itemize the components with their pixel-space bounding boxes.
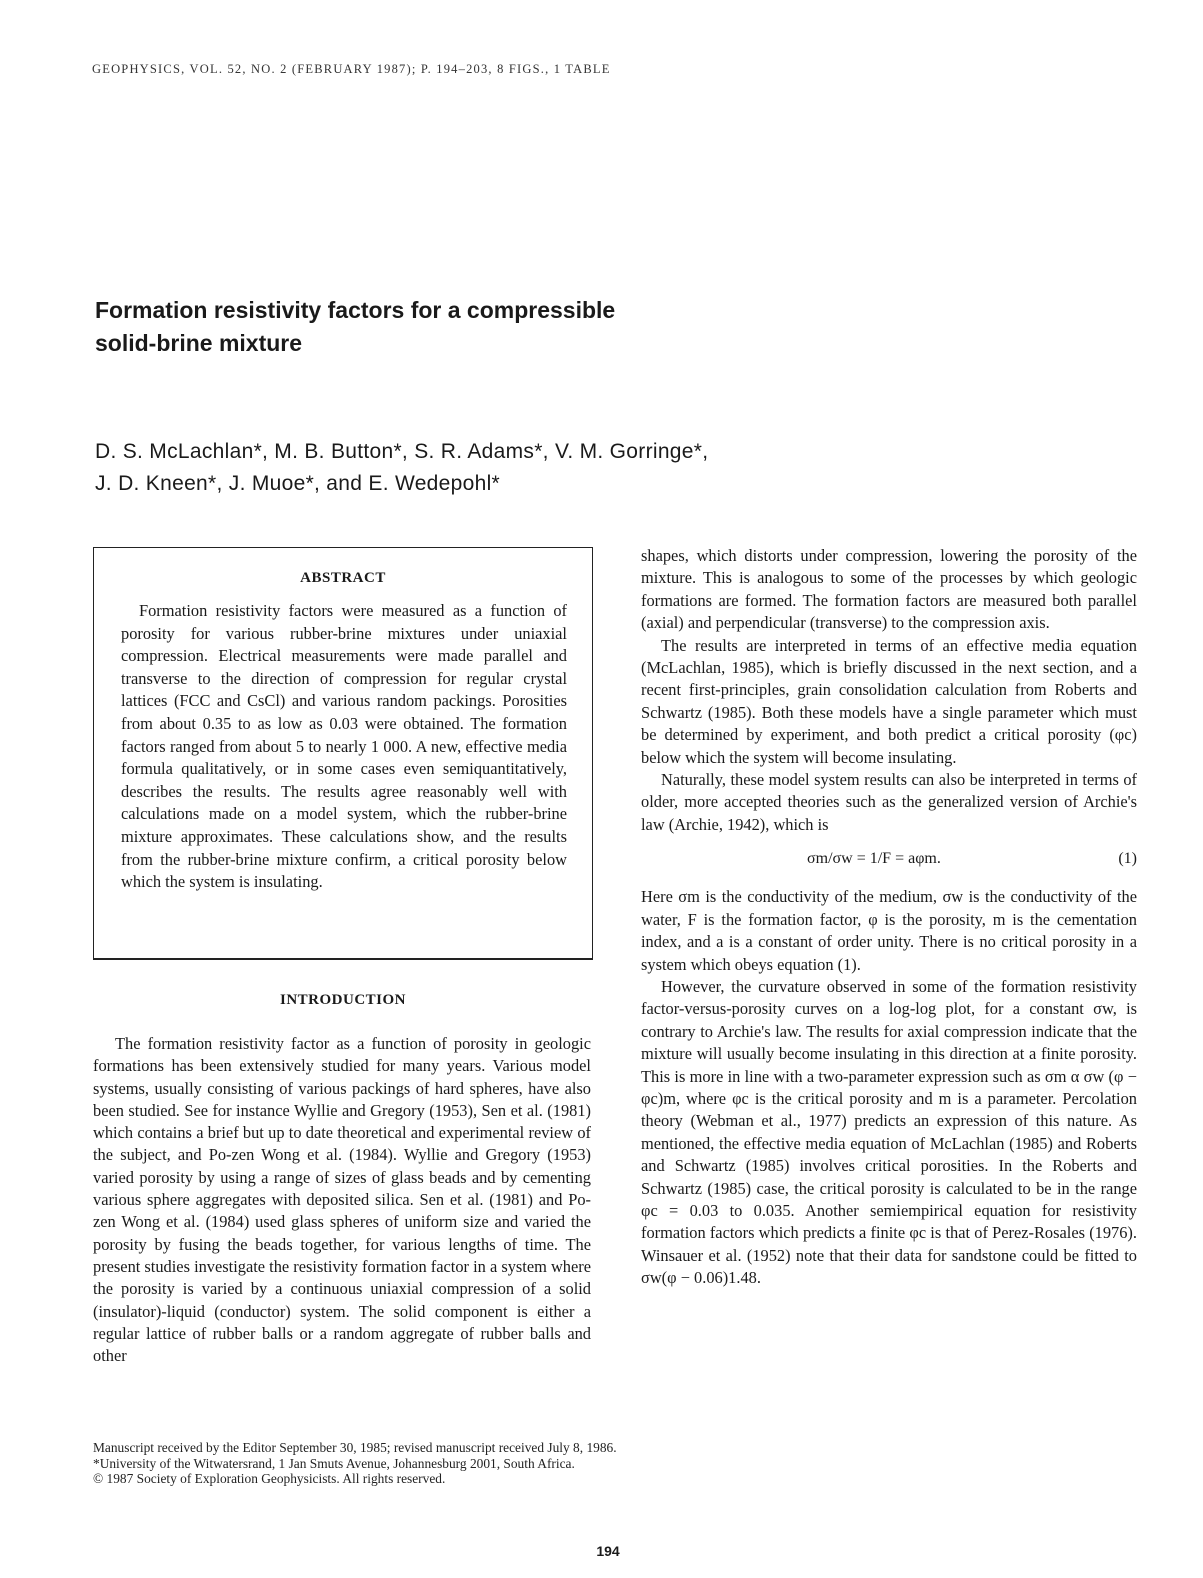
right-column [641,545,1137,1290]
paragraph-archie: Naturally, these model system results can also be interpreted in terms of older, more accepted theories such as the generalized version of Archie's law (Archie, 1942), which is [641,770,1137,834]
authors-line-2: J. D. Kneen*, J. Muoe*, and E. Wedepohl* [95,472,501,495]
equation-number: (1) [1118,850,1137,868]
article-title [95,294,855,360]
paragraph-shapes: shapes, which distorts under compression, lowering the porosity of the mixture. This is analogous to some of the processes by which geologic formations are formed. The formation factors are measured both parallel (axial) and perpendicular (transverse) to the compression axis. [641,546,1137,633]
abstract-heading: ABSTRACT [300,570,386,586]
paragraph-curvature: However, the curvature observed in some of the formation resistivity factor-versus-porosity curves on a log-log plot, for a constant σw, is contrary to Archie's law. The results for axial compression indicate that the mixture will usually become insulating in this direction at a finite porosity. This is more in line with a two-parameter expression such as σm α σw (φ − φc)m, where φc is the critical porosity and m is a parameter. Percolation theory (Webman et al., 1977) predicts an expression of this nature. As mentioned, the effective media equation of McLachlan (1985) and Roberts and Schwartz (1985) involves critical porosities. In the Roberts and Schwartz (1985) case, the critical porosity is calculated to be in the range φc = 0.03 to 0.035. Another semiempirical equation for resistivity formation factors which predicts a finite φc is that of Perez-Rosales (1976). Winsauer et al. (1952) note that their data for sandstone could be fitted to σw(φ − 0.06)1.48. [641,976,1137,1288]
page-number: 194 [596,1543,620,1559]
running-head: GEOPHYSICS, VOL. 52, NO. 2 (FEBRUARY 1987); P. 194–203, 8 FIGS., 1 TABLE [92,62,611,76]
paragraph-definitions: Here σm is the conductivity of the medium, σw is the conductivity of the water, F is the formation factor, φ is the porosity, m is the cementation index, and a is a constant of order unity. There is no critical porosity in a system which obeys equation (1). [641,887,1137,974]
introduction-heading: INTRODUCTION [279,992,406,1008]
title-line-1: Formation resistivity factors for a compressible [95,297,616,323]
introduction-body: The formation resistivity factor as a function of porosity in geologic formations has been extensively studied for many years. Various model systems, usually consisting of various packings of hard spheres, have also been studied. See for instance Wyllie and Gregory (1953), Sen et al. (1981) which contains a brief but up to date theoretical and experimental review of the subject, and Po-zen Wong et al. (1984). Wyllie and Gregory (1953) varied porosity by using a range of sizes of glass beads and by cementing various sphere aggregates with deposited silica. Sen et al. (1981) and Po-zen Wong et al. (1984) used glass spheres of uniform size and varied the porosity by fusing the beads together, for various lengths of time. The present studies investigate the resistivity formation factor in a system where the porosity is varied by a continuous uniaxial compression of a solid (insulator)-liquid (conductor) system. The solid component is either a regular lattice of rubber balls or a random aggregate of rubber balls and other [93,1034,591,1366]
footnote-affiliation: *University of the Witwatersrand, 1 Jan Smuts Avenue, Johannesburg 2001, South Africa. [93,1455,575,1471]
title-line-2: solid-brine mixture [95,330,303,356]
footnotes [93,1440,893,1487]
equation-text: σm/σw = 1/F = aφm. [807,850,941,868]
equation-1 [641,840,1137,880]
authors-line-1: D. S. McLachlan*, M. B. Button*, S. R. Adams*, V. M. Gorringe*, [95,440,709,463]
footnote-copyright: © 1987 Society of Exploration Geophysicists. All rights reserved. [93,1471,446,1486]
paragraph-effective-media: The results are interpreted in terms of an effective media equation (McLachlan, 1985), which is briefly discussed in the next section, and a recent first-principles, grain consolidation calculation from Roberts and Schwartz (1985). Both these models have a single parameter which must be determined by experiment, and both predict a critical porosity (φc) below which the system will become insulating. [641,635,1137,767]
footnote-received: Manuscript received by the Editor September 30, 1985; revised manuscript received July 8, 1986. [93,1440,617,1455]
abstract-box [93,547,593,960]
abstract-body: Formation resistivity factors were measured as a function of porosity for various rubber-brine mixtures under uniaxial compression. Electrical measurements were made parallel and transverse to the direction of compression for regular crystal lattices (FCC and CsCl) and various random packings. Porosities from about 0.35 to as low as 0.03 were obtained. The formation factors ranged from about 5 to nearly 1 000. A new, effective media formula qualitatively, or in some cases even semiquantitatively, describes the results. The results agree reasonably well with calculations made on a model system, which the rubber-brine mixture approximates. These calculations show, and the results from the rubber-brine mixture confirm, a critical porosity below which the system is insulating. [121,601,567,892]
author-list [95,436,1055,500]
